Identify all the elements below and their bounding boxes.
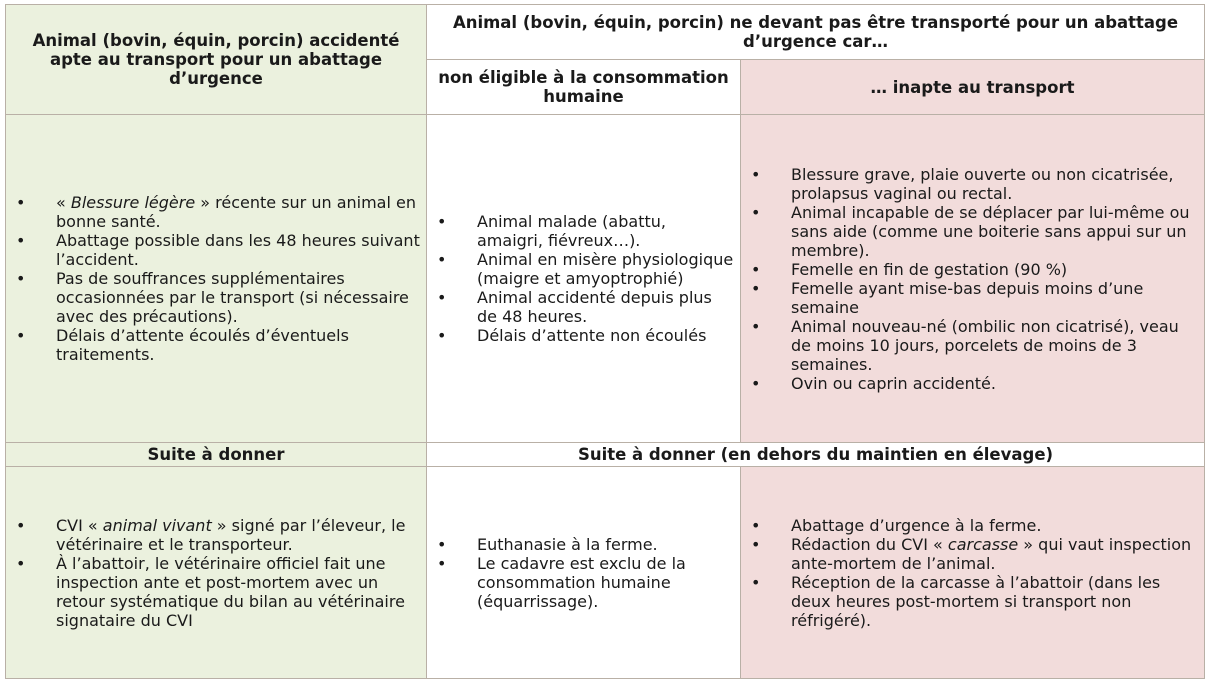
- list-item: • Pas de souffrances supplémentaires occasionnées par le transport (si nécessaire avec des précautions).: [12, 269, 420, 326]
- followup-unfit-list: [747, 516, 1198, 630]
- list-item: • À l’abattoir, le vétérinaire officiel fait une inspection ante et post-mortem avec un retour systématique du bilan au vétérinaire signataire du CVI: [12, 554, 420, 630]
- conditions-fit-list: [12, 193, 420, 364]
- list-item: • Réception de la carcasse à l’abattoir (dans les deux heures post-mortem si transport non réfrigéré).: [747, 573, 1198, 630]
- conditions-fit-cell: [6, 115, 427, 443]
- list-item: • Ovin ou caprin accidenté.: [747, 374, 1198, 393]
- list-item: • Blessure grave, plaie ouverte ou non cicatrisée, prolapsus vaginal ou rectal.: [747, 165, 1198, 203]
- conditions-unfit-list: [747, 165, 1198, 393]
- followup-not-eligible-cell: [427, 467, 741, 679]
- list-item: • CVI « animal vivant » signé par l’éleveur, le vétérinaire et le transporteur.: [12, 516, 420, 554]
- list-item: • Rédaction du CVI « carcasse » qui vaut inspection ante-mortem de l’animal.: [747, 535, 1198, 573]
- header-unfit-for-transport: … inapte au transport: [741, 60, 1205, 115]
- emergency-slaughter-table: [5, 4, 1205, 679]
- header-not-to-be-transported: Animal (bovin, équin, porcin) ne devant pas être transporté pour un abattage d’urgence car…: [427, 5, 1205, 60]
- followup-not-transported-title: Suite à donner (en dehors du maintien en élevage): [427, 443, 1205, 467]
- list-item: • Animal en misère physiologique (maigre et amyoptrophié): [433, 250, 734, 288]
- list-item: • Femelle en fin de gestation (90 %): [747, 260, 1198, 279]
- list-item: • Animal incapable de se déplacer par lui-même ou sans aide (comme une boiterie sans appui sur un membre).: [747, 203, 1198, 260]
- list-item: • Le cadavre est exclu de la consommation humaine (équarrissage).: [433, 554, 734, 611]
- conditions-unfit-cell: [741, 115, 1205, 443]
- followup-fit-list: [12, 516, 420, 630]
- list-item: • « Blessure légère » récente sur un animal en bonne santé.: [12, 193, 420, 231]
- followup-fit-title: Suite à donner: [6, 443, 427, 467]
- header-fit-for-transport: Animal (bovin, équin, porcin) accidenté apte au transport pour un abattage d’urgence: [6, 5, 427, 115]
- list-item: • Délais d’attente écoulés d’éventuels traitements.: [12, 326, 420, 364]
- list-item: • Euthanasie à la ferme.: [433, 535, 734, 554]
- header-not-eligible-consumption: non éligible à la consommation humaine: [427, 60, 741, 115]
- conditions-not-eligible-cell: [427, 115, 741, 443]
- followup-unfit-cell: [741, 467, 1205, 679]
- followup-not-eligible-list: [433, 535, 734, 611]
- conditions-not-eligible-list: [433, 212, 734, 345]
- list-item: • Abattage d’urgence à la ferme.: [747, 516, 1198, 535]
- list-item: • Animal malade (abattu, amaigri, fiévreux…).: [433, 212, 734, 250]
- list-item: • Animal accidenté depuis plus de 48 heures.: [433, 288, 734, 326]
- followup-fit-cell: [6, 467, 427, 679]
- list-item: • Animal nouveau-né (ombilic non cicatrisé), veau de moins 10 jours, porcelets de moins de 3 semaines.: [747, 317, 1198, 374]
- list-item: • Abattage possible dans les 48 heures suivant l’accident.: [12, 231, 420, 269]
- list-item: • Femelle ayant mise-bas depuis moins d’une semaine: [747, 279, 1198, 317]
- list-item: • Délais d’attente non écoulés: [433, 326, 734, 345]
